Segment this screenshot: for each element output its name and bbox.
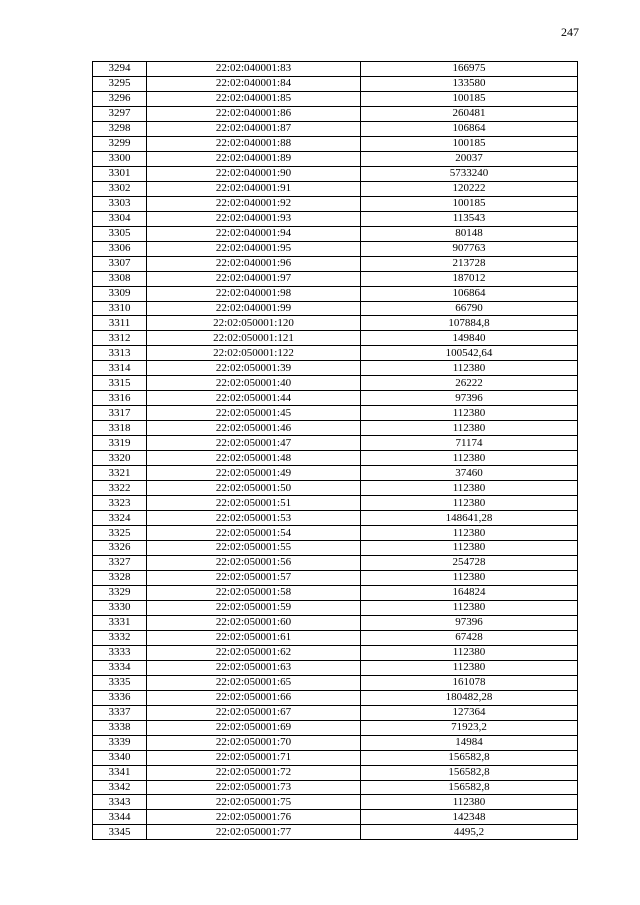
row-number-cell: 3311 (93, 316, 147, 331)
cadastral-number-cell: 22:02:050001:60 (147, 615, 361, 630)
table-row (93, 286, 578, 301)
cadastral-number-cell: 22:02:040001:84 (147, 76, 361, 91)
cadastral-number-cell: 22:02:050001:54 (147, 526, 361, 541)
value-cell: 156582,8 (361, 750, 578, 765)
row-number-cell: 3343 (93, 795, 147, 810)
cadastral-number-cell: 22:02:040001:99 (147, 301, 361, 316)
value-cell: 37460 (361, 466, 578, 481)
cadastral-number-cell: 22:02:040001:87 (147, 121, 361, 136)
value-cell: 180482,28 (361, 690, 578, 705)
cadastral-number-cell: 22:02:040001:98 (147, 286, 361, 301)
table-row (93, 91, 578, 106)
cadastral-number-cell: 22:02:050001:49 (147, 466, 361, 481)
table-row (93, 660, 578, 675)
cadastral-number-cell: 22:02:050001:39 (147, 361, 361, 376)
cadastral-number-cell: 22:02:040001:97 (147, 271, 361, 286)
row-number-cell: 3299 (93, 136, 147, 151)
row-number-cell: 3309 (93, 286, 147, 301)
table-row (93, 735, 578, 750)
table-row (93, 720, 578, 735)
row-number-cell: 3326 (93, 541, 147, 556)
cadastral-number-cell: 22:02:050001:62 (147, 645, 361, 660)
cadastral-number-cell: 22:02:050001:50 (147, 481, 361, 496)
row-number-cell: 3342 (93, 780, 147, 795)
cadastral-number-cell: 22:02:050001:67 (147, 705, 361, 720)
table-row (93, 166, 578, 181)
value-cell: 71923,2 (361, 720, 578, 735)
table-row (93, 615, 578, 630)
cadastral-number-cell: 22:02:040001:96 (147, 256, 361, 271)
value-cell: 112380 (361, 795, 578, 810)
row-number-cell: 3316 (93, 391, 147, 406)
row-number-cell: 3304 (93, 211, 147, 226)
table-row (93, 810, 578, 825)
table-row (93, 765, 578, 780)
table-row (93, 780, 578, 795)
table-row (93, 226, 578, 241)
value-cell: 4495,2 (361, 825, 578, 840)
row-number-cell: 3305 (93, 226, 147, 241)
table-row (93, 361, 578, 376)
table-row (93, 136, 578, 151)
row-number-cell: 3329 (93, 585, 147, 600)
table-row (93, 421, 578, 436)
value-cell: 14984 (361, 735, 578, 750)
value-cell: 127364 (361, 705, 578, 720)
value-cell: 112380 (361, 406, 578, 421)
cadastral-number-cell: 22:02:050001:53 (147, 511, 361, 526)
table-row (93, 241, 578, 256)
value-cell: 71174 (361, 436, 578, 451)
table-row (93, 585, 578, 600)
row-number-cell: 3344 (93, 810, 147, 825)
value-cell: 149840 (361, 331, 578, 346)
value-cell: 213728 (361, 256, 578, 271)
cadastral-number-cell: 22:02:050001:47 (147, 436, 361, 451)
table-row (93, 705, 578, 720)
row-number-cell: 3331 (93, 615, 147, 630)
cadastral-number-cell: 22:02:040001:88 (147, 136, 361, 151)
table-row (93, 466, 578, 481)
table-row (93, 750, 578, 765)
table-row (93, 316, 578, 331)
value-cell: 164824 (361, 585, 578, 600)
row-number-cell: 3303 (93, 196, 147, 211)
row-number-cell: 3339 (93, 735, 147, 750)
row-number-cell: 3301 (93, 166, 147, 181)
table-row (93, 376, 578, 391)
cadastral-number-cell: 22:02:050001:70 (147, 735, 361, 750)
page-number: 247 (561, 25, 579, 39)
row-number-cell: 3313 (93, 346, 147, 361)
row-number-cell: 3312 (93, 331, 147, 346)
table-row (93, 271, 578, 286)
value-cell: 97396 (361, 391, 578, 406)
row-number-cell: 3300 (93, 151, 147, 166)
row-number-cell: 3298 (93, 121, 147, 136)
value-cell: 20037 (361, 151, 578, 166)
table-row (93, 511, 578, 526)
cadastral-number-cell: 22:02:050001:73 (147, 780, 361, 795)
value-cell: 161078 (361, 675, 578, 690)
value-cell: 100185 (361, 136, 578, 151)
value-cell: 113543 (361, 211, 578, 226)
cadastral-number-cell: 22:02:050001:71 (147, 750, 361, 765)
row-number-cell: 3320 (93, 451, 147, 466)
cadastral-number-cell: 22:02:050001:76 (147, 810, 361, 825)
cadastral-number-cell: 22:02:050001:72 (147, 765, 361, 780)
row-number-cell: 3322 (93, 481, 147, 496)
row-number-cell: 3323 (93, 496, 147, 511)
value-cell: 100542,64 (361, 346, 578, 361)
row-number-cell: 3295 (93, 76, 147, 91)
table-row (93, 690, 578, 705)
cadastral-number-cell: 22:02:050001:57 (147, 570, 361, 585)
value-cell: 133580 (361, 76, 578, 91)
table-row (93, 675, 578, 690)
row-number-cell: 3327 (93, 555, 147, 570)
value-cell: 187012 (361, 271, 578, 286)
cadastral-number-cell: 22:02:050001:51 (147, 496, 361, 511)
row-number-cell: 3333 (93, 645, 147, 660)
table-row (93, 436, 578, 451)
value-cell: 142348 (361, 810, 578, 825)
table-row (93, 106, 578, 121)
row-number-cell: 3294 (93, 62, 147, 77)
row-number-cell: 3334 (93, 660, 147, 675)
cadastral-number-cell: 22:02:040001:92 (147, 196, 361, 211)
row-number-cell: 3319 (93, 436, 147, 451)
value-cell: 112380 (361, 570, 578, 585)
cadastral-number-cell: 22:02:040001:94 (147, 226, 361, 241)
row-number-cell: 3308 (93, 271, 147, 286)
table-row (93, 211, 578, 226)
row-number-cell: 3297 (93, 106, 147, 121)
value-cell: 112380 (361, 600, 578, 615)
table-row (93, 151, 578, 166)
value-cell: 112380 (361, 451, 578, 466)
table-row (93, 451, 578, 466)
row-number-cell: 3318 (93, 421, 147, 436)
cadastral-number-cell: 22:02:050001:69 (147, 720, 361, 735)
cadastral-number-cell: 22:02:050001:59 (147, 600, 361, 615)
row-number-cell: 3321 (93, 466, 147, 481)
data-table (92, 61, 578, 840)
value-cell: 26222 (361, 376, 578, 391)
value-cell: 5733240 (361, 166, 578, 181)
row-number-cell: 3325 (93, 526, 147, 541)
row-number-cell: 3340 (93, 750, 147, 765)
cadastral-number-cell: 22:02:050001:122 (147, 346, 361, 361)
value-cell: 166975 (361, 62, 578, 77)
value-cell: 112380 (361, 361, 578, 376)
table-row (93, 301, 578, 316)
table-row (93, 481, 578, 496)
value-cell: 156582,8 (361, 765, 578, 780)
row-number-cell: 3338 (93, 720, 147, 735)
cadastral-number-cell: 22:02:050001:56 (147, 555, 361, 570)
table-row (93, 256, 578, 271)
table-row (93, 331, 578, 346)
row-number-cell: 3314 (93, 361, 147, 376)
value-cell: 148641,28 (361, 511, 578, 526)
row-number-cell: 3317 (93, 406, 147, 421)
cadastral-number-cell: 22:02:050001:77 (147, 825, 361, 840)
value-cell: 100185 (361, 196, 578, 211)
cadastral-number-cell: 22:02:050001:46 (147, 421, 361, 436)
table-row (93, 121, 578, 136)
cadastral-number-cell: 22:02:040001:95 (147, 241, 361, 256)
table-row (93, 541, 578, 556)
cadastral-number-cell: 22:02:050001:48 (147, 451, 361, 466)
table-row (93, 62, 578, 77)
cadastral-number-cell: 22:02:050001:66 (147, 690, 361, 705)
cadastral-number-cell: 22:02:050001:55 (147, 541, 361, 556)
row-number-cell: 3345 (93, 825, 147, 840)
cadastral-number-cell: 22:02:040001:91 (147, 181, 361, 196)
value-cell: 66790 (361, 301, 578, 316)
row-number-cell: 3302 (93, 181, 147, 196)
table-row (93, 181, 578, 196)
cadastral-number-cell: 22:02:050001:121 (147, 331, 361, 346)
value-cell: 254728 (361, 555, 578, 570)
table-row (93, 391, 578, 406)
cadastral-number-cell: 22:02:050001:65 (147, 675, 361, 690)
cadastral-number-cell: 22:02:050001:58 (147, 585, 361, 600)
table-row (93, 825, 578, 840)
row-number-cell: 3306 (93, 241, 147, 256)
cadastral-number-cell: 22:02:050001:61 (147, 630, 361, 645)
table-row (93, 570, 578, 585)
value-cell: 112380 (361, 496, 578, 511)
table-row (93, 496, 578, 511)
row-number-cell: 3332 (93, 630, 147, 645)
value-cell: 112380 (361, 660, 578, 675)
cadastral-number-cell: 22:02:040001:86 (147, 106, 361, 121)
value-cell: 112380 (361, 541, 578, 556)
value-cell: 120222 (361, 181, 578, 196)
row-number-cell: 3336 (93, 690, 147, 705)
row-number-cell: 3337 (93, 705, 147, 720)
table-row (93, 645, 578, 660)
table-row (93, 555, 578, 570)
table-row (93, 795, 578, 810)
row-number-cell: 3328 (93, 570, 147, 585)
value-cell: 112380 (361, 526, 578, 541)
cadastral-number-cell: 22:02:050001:75 (147, 795, 361, 810)
value-cell: 112380 (361, 421, 578, 436)
cadastral-number-cell: 22:02:040001:93 (147, 211, 361, 226)
value-cell: 907763 (361, 241, 578, 256)
table-body (93, 62, 578, 840)
table-row (93, 346, 578, 361)
value-cell: 156582,8 (361, 780, 578, 795)
row-number-cell: 3330 (93, 600, 147, 615)
table-row (93, 196, 578, 211)
cadastral-number-cell: 22:02:040001:83 (147, 62, 361, 77)
cadastral-number-cell: 22:02:050001:40 (147, 376, 361, 391)
table-row (93, 526, 578, 541)
value-cell: 80148 (361, 226, 578, 241)
row-number-cell: 3335 (93, 675, 147, 690)
cadastral-number-cell: 22:02:040001:85 (147, 91, 361, 106)
table-row (93, 76, 578, 91)
cadastral-number-cell: 22:02:050001:44 (147, 391, 361, 406)
cadastral-number-cell: 22:02:040001:89 (147, 151, 361, 166)
row-number-cell: 3315 (93, 376, 147, 391)
table-row (93, 406, 578, 421)
value-cell: 260481 (361, 106, 578, 121)
row-number-cell: 3296 (93, 91, 147, 106)
table-row (93, 600, 578, 615)
value-cell: 67428 (361, 630, 578, 645)
table-row (93, 630, 578, 645)
row-number-cell: 3307 (93, 256, 147, 271)
cadastral-number-cell: 22:02:050001:45 (147, 406, 361, 421)
value-cell: 97396 (361, 615, 578, 630)
row-number-cell: 3341 (93, 765, 147, 780)
value-cell: 107884,8 (361, 316, 578, 331)
cadastral-number-cell: 22:02:040001:90 (147, 166, 361, 181)
cadastral-number-cell: 22:02:050001:120 (147, 316, 361, 331)
row-number-cell: 3310 (93, 301, 147, 316)
row-number-cell: 3324 (93, 511, 147, 526)
value-cell: 106864 (361, 286, 578, 301)
value-cell: 112380 (361, 481, 578, 496)
value-cell: 106864 (361, 121, 578, 136)
value-cell: 100185 (361, 91, 578, 106)
value-cell: 112380 (361, 645, 578, 660)
cadastral-number-cell: 22:02:050001:63 (147, 660, 361, 675)
